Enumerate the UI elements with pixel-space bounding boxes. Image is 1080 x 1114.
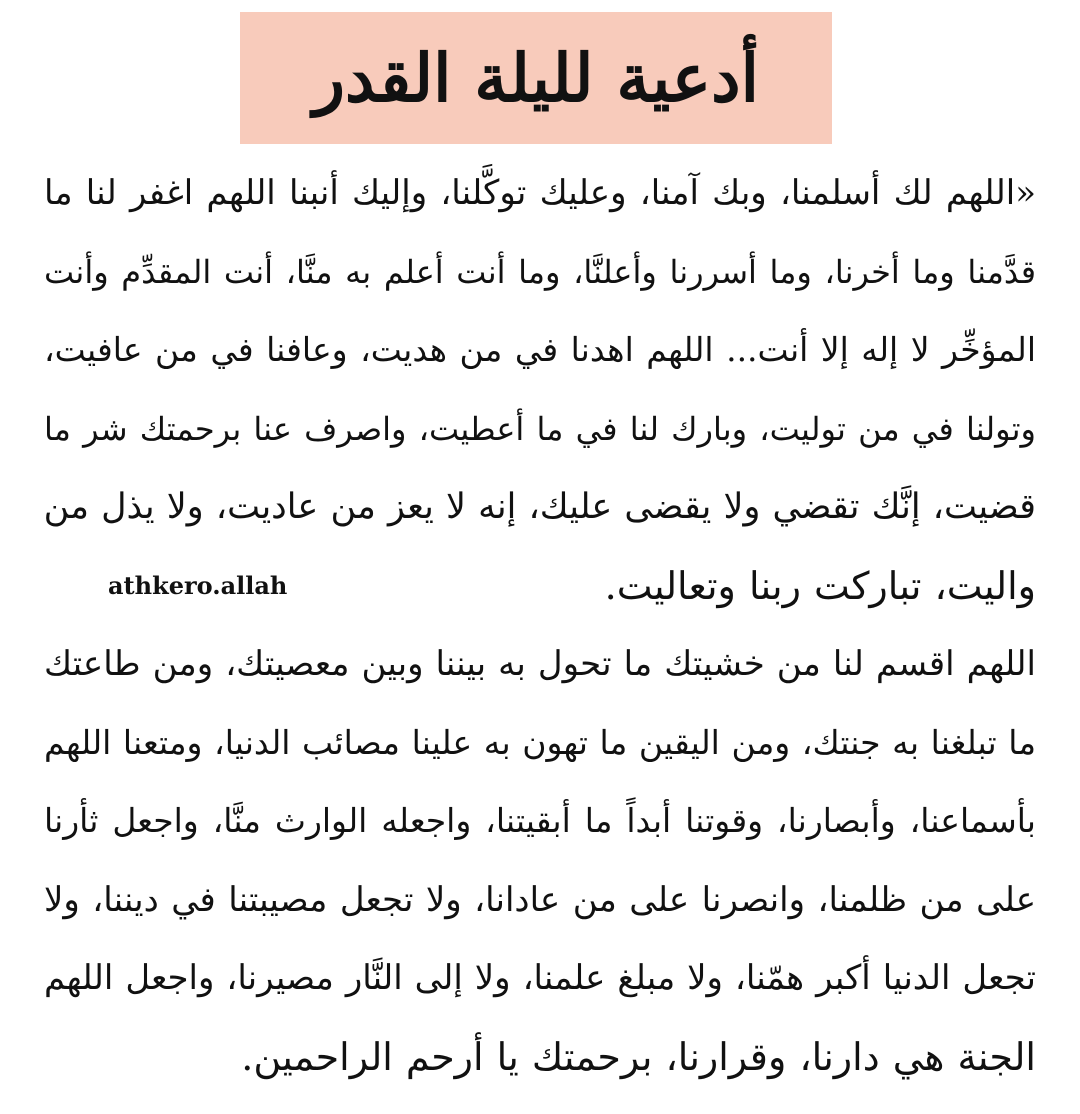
dua-paragraph-1 [44,154,1036,625]
text-line: وتولنا في من توليت، وبارك لنا في ما أعطيت، واصرف عنا برحمتك شر ما [44,409,1036,448]
text-line: قضيت، إنَّك تقضي ولا يقضى عليك، إنه لا يعز من عاديت، ولا يذل من [44,487,1036,527]
text-line: تجعل الدنيا أكبر همّنا، ولا مبلغ علمنا، ولا إلى النَّار مصيرنا، واجعل اللهم [44,958,1036,998]
text-line: على من ظلمنا، وانصرنا على من عادانا، ولا تجعل مصيبتنا في ديننا، ولا [44,879,1036,920]
text-line: قدَّمنا وما أخرنا، وما أسررنا وأعلنَّا، وما أنت أعلم به منَّا، أنت المقدِّم وأنت [44,252,1036,291]
text-line: المؤخِّر لا إله إلا أنت... اللهم اهدنا في من هديت، وعافنا في من عافيت، [44,330,1036,369]
text-line: واليت، تباركت ربنا وتعاليت. [604,563,1036,608]
title-banner [240,12,832,144]
text-line: الجنة هي دارنا، وقرارنا، برحمتك يا أرحم الراحمين. [241,1034,1036,1079]
text-line: ما تبلغنا به جنتك، ومن اليقين ما تهون به علينا مصائب الدنيا، ومتعنا اللهم [44,722,1036,762]
text-line: بأسماعنا، وأبصارنا، وقوتنا أبداً ما أبقيتنا، واجعله الوارث منَّا، واجعل ثأرنا [44,801,1036,840]
watermark-handle: athkero.allah [108,571,288,600]
dua-paragraph-2 [44,625,1036,1096]
text-line: «اللهم لك أسلمنا، وبك آمنا، وعليك توكَّلنا، وإليك أنبنا اللهم اغفر لنا ما [44,173,1036,213]
text-line: اللهم اقسم لنا من خشيتك ما تحول به بيننا وبين معصيتك، ومن طاعتك [44,644,1036,684]
page-title: أدعية لليلة القدر [313,39,759,117]
